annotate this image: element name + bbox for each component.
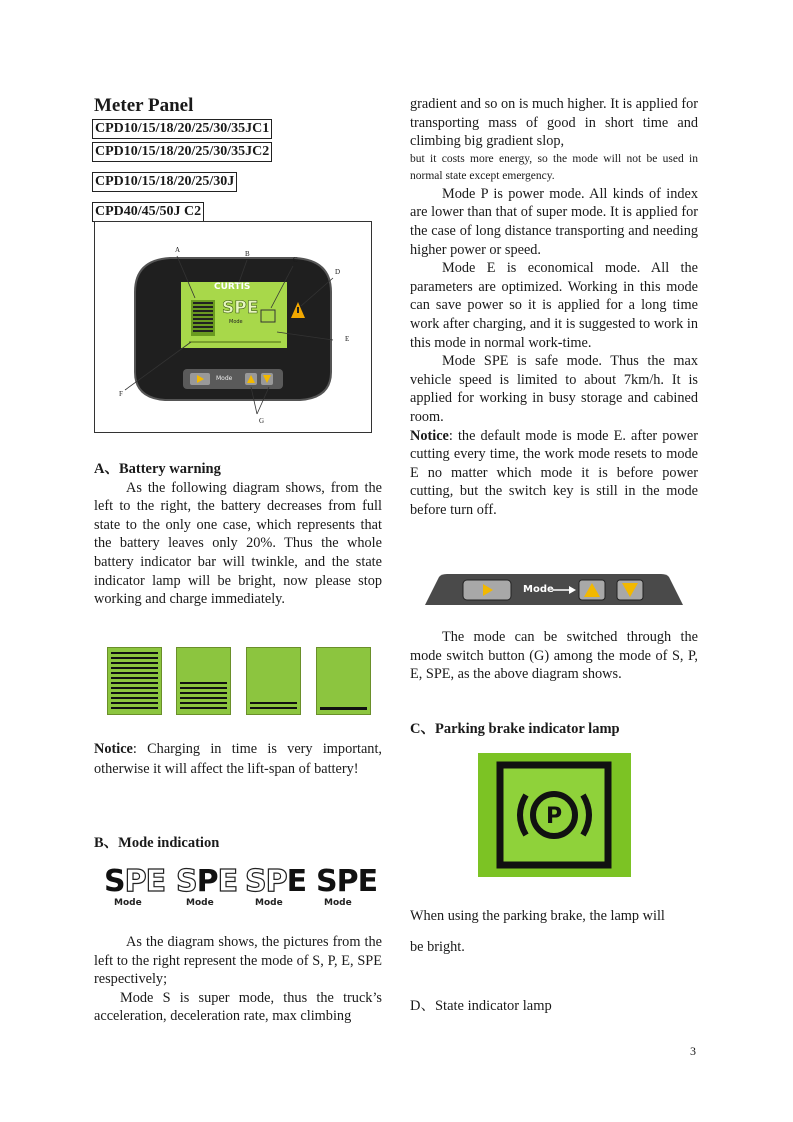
battery-last-icon (316, 647, 371, 715)
callout-d: D (335, 268, 341, 276)
mode-switch-description (410, 628, 698, 684)
battery-text: As the following diagram shows, from the left to the right, the battery decreases from full state to the only one case, which represents that the battery leaves only 20%. Thus the whole battery indicator bar will twinkle, and the state indicator lamp will be bright, now please stop working and charge immediately. (94, 479, 382, 608)
right-notice-text: : the default mode is mode E. after power cutting every time, the work mode resets to mode E no matter which mode it is before power cutting, but the switch key is still in the mode before turn off. (410, 427, 698, 518)
mode-heading: B、Mode indication (94, 835, 220, 851)
mode-p-text: Mode P is power mode. All kinds of index are lower than that of super mode. It is applied for the case of long distance transporting and needing higher power or speed. (410, 185, 698, 258)
parking-text-1: When using the parking brake, the lamp will (410, 908, 665, 924)
mode-e-text: Mode E is economical mode. All the parameters are optimized. Working in this mode can save power so it is applied for a long time work after charging, and it is suggested to work in this mode in normal work-time. (410, 260, 698, 351)
panel-spe: SPE (222, 298, 259, 318)
meter-panel-figure (94, 221, 372, 433)
page-title: Meter Panel (94, 95, 194, 116)
right-notice-label: Notice (410, 427, 449, 444)
parking-text-2: be bright. (410, 939, 465, 955)
callout-b: B (245, 250, 250, 258)
mode-switch-label: Mode (523, 584, 554, 595)
mode-p-icon: SPE Mode (176, 864, 238, 908)
mode-description (94, 933, 382, 1026)
battery-low-icon (246, 647, 301, 715)
right-column-text (410, 95, 698, 519)
page-number: 3 (690, 1044, 696, 1058)
callout-a: A (175, 246, 181, 254)
battery-notice (94, 739, 382, 779)
callout-f: F (119, 390, 123, 398)
meter-panel-drawing (95, 222, 371, 432)
model-label-2: CPD10/15/18/20/25/30/35JC2 (92, 142, 272, 162)
callout-c: C (293, 256, 298, 264)
svg-text:P: P (545, 804, 563, 829)
state-heading: D、State indicator lamp (410, 998, 552, 1014)
mode-switch-text: The mode can be switched through the mode switch button (G) among the mode of S, P, E, SPE, as the above diagram shows. (410, 629, 698, 683)
battery-notice-text: : Charging in time is very important, otherwise it will affect the lift-span of battery! (94, 741, 382, 777)
panel-brand: CURTIS (214, 282, 251, 292)
callout-g: G (259, 417, 265, 425)
mode-switch-figure (421, 573, 687, 607)
mode-text-2: Mode S is super mode, thus the truck’s acceleration, deceleration rate, max climbing (94, 989, 382, 1025)
parking-brake-icon (478, 753, 631, 877)
battery-section (94, 460, 382, 609)
model-label-3: CPD10/15/18/20/25/30J (92, 172, 237, 192)
mode-spe-icon: SPE Mode (316, 864, 378, 908)
mode-s-continued: gradient and so on is much higher. It is applied for transporting mass of good in short time and climbing big gradient slop, (410, 96, 698, 150)
model-label-1: CPD10/15/18/20/25/30/35JC1 (92, 119, 272, 139)
parking-brake-drawing (478, 753, 631, 877)
battery-heading: A、Battery warning (94, 461, 221, 477)
mode-s-energy-note: but it costs more energy, so the mode will not be used in normal state except emergency. (410, 152, 698, 182)
mode-spe-text: Mode SPE is safe mode. Thus the max vehicle speed is limited to about 7km/h. It is applied for working in busy storage and cabined room. (410, 353, 698, 425)
panel-mode-button-label: Mode (216, 375, 233, 382)
mode-s-icon: SPE Mode (104, 864, 166, 908)
mode-switch-bar (421, 573, 687, 607)
battery-notice-label: Notice (94, 741, 133, 757)
mode-e-icon: SPE Mode (245, 864, 307, 908)
panel-mode-word: Mode (229, 319, 243, 325)
parking-heading: C、Parking brake indicator lamp (410, 721, 620, 737)
battery-half-icon (176, 647, 231, 715)
mode-text-1: As the diagram shows, the pictures from the left to the right represent the mode of S, P, E, SPE respectively; (94, 934, 382, 988)
model-label-4: CPD40/45/50J C2 (92, 202, 204, 222)
callout-e: E (345, 335, 350, 343)
battery-full-icon (107, 647, 162, 715)
